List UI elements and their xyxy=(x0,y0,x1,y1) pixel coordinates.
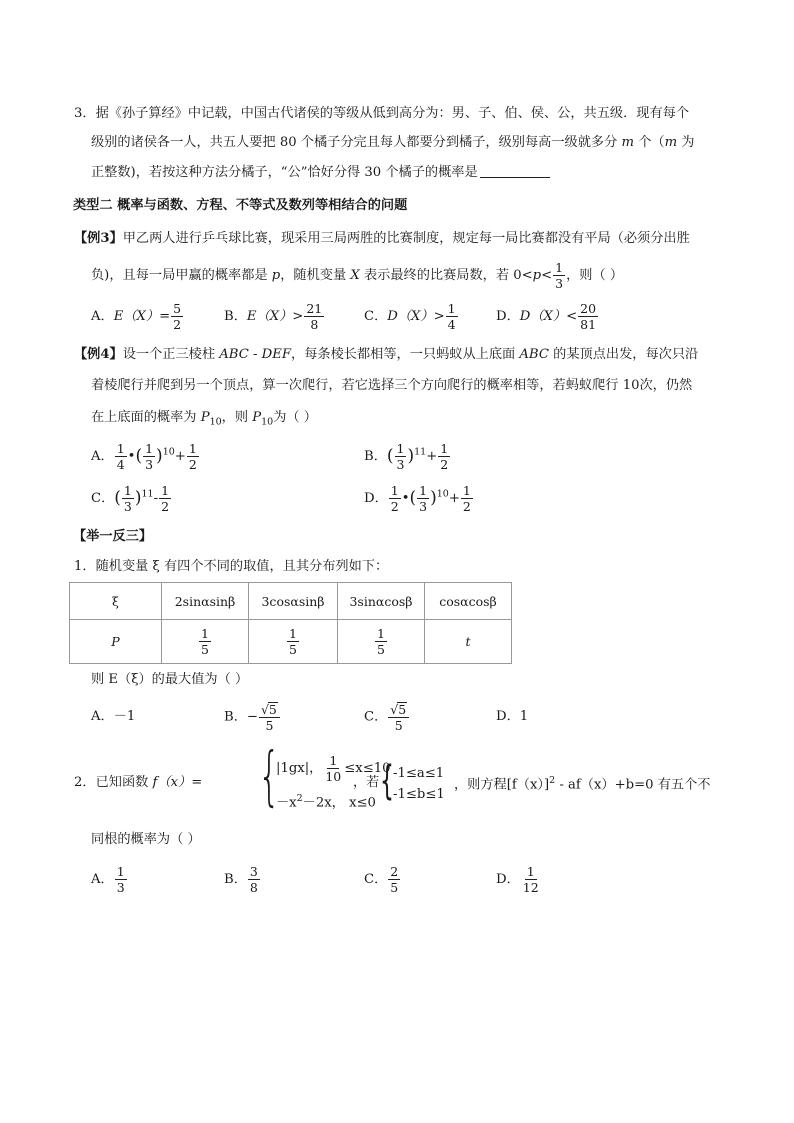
practice2-option-a: A． $\frac{1}{3}$ xyxy=(91,864,125,896)
practice2-tail: ，则方程$[f(x)]^2 - af(x)+b=0$ 有五个不 xyxy=(454,775,711,793)
example4-line1: 【例4】设一个正三棱柱 ABC - DEF，每条棱长都相等，一只蚂蚁从上底面 ABC 的某顶点出发，每次只沿 xyxy=(74,347,699,362)
example3-option-d: D．D（X）< $\frac{20}{81}$ xyxy=(496,301,597,333)
condition-brace: { xyxy=(380,758,394,804)
table-row-label: P xyxy=(70,620,162,664)
practice1-question: 则 E（ξ）的最大值为（ ） xyxy=(91,672,249,687)
piecewise-brace: { xyxy=(258,740,281,814)
practice1-option-b: B．− $\frac{√5}{5}$ xyxy=(224,702,281,732)
table-cell: $\frac{1}{5}$ xyxy=(249,620,338,664)
distribution-table xyxy=(69,582,512,664)
section-title-practice: 【举一反三】 xyxy=(73,529,153,544)
q3-line1: 3．据《孙子算经》中记载，中国古代诸侯的等级从低到高分为：男、子、伯、侯、公，共五级．现有每个 xyxy=(74,106,690,121)
table-row xyxy=(70,620,512,664)
answer-blank xyxy=(480,166,550,178)
piecewise-case1: |1gx|， $\frac{1}{10}$ ≤x≤10 xyxy=(276,753,391,785)
table-header-cell: 3sinαcosβ xyxy=(338,583,425,620)
section-title-type2: 类型二 概率与函数、方程、不等式及数列等相结合的问题 xyxy=(73,198,408,213)
practice1-option-d: D．1 xyxy=(496,709,529,724)
table-header-cell: 3cosαsinβ xyxy=(249,583,338,620)
practice2-option-d: D． $\frac{1}{12}$ xyxy=(496,864,539,896)
example4-option-a: A． $\frac{1}{4}$ •( $\frac{1}{3}$ )$^{10}$+ $\frac{1}{2}$ xyxy=(91,441,197,473)
practice1-option-a: A．－1 xyxy=(91,709,136,724)
example4-option-b: B．( $\frac{1}{3}$ )$^{11}$+ $\frac{1}{2}$ xyxy=(364,441,449,473)
example4-line2: 着棱爬行并爬到另一个顶点，算一次爬行，若它选择三个方向爬行的概率相等，若蚂蚁爬行 10次，仍然 xyxy=(91,378,693,393)
example3-line2: 负)，且每一局甲赢的概率都是 p，随机变量 X 表示最终的比赛局数，若 0<p< $\frac{1}{3}$ ，则（ ） xyxy=(91,260,624,292)
example3-line1: 【例3】甲乙两人进行乒乓球比赛，现采用三局两胜的比赛制度，规定每一局比赛都没有平局（必须分出胜 xyxy=(74,231,690,246)
practice2-option-c: C． $\frac{2}{5}$ xyxy=(364,864,399,896)
table-header-cell: ξ xyxy=(70,583,162,620)
table-header-cell: cosαcosβ xyxy=(425,583,512,620)
example4-option-c: C．( $\frac{1}{3}$ )$^{11}$- $\frac{1}{2}$ xyxy=(91,483,170,515)
example3-option-b: B．E（X）> $\frac{21}{8}$ xyxy=(224,301,323,333)
table-cell: t xyxy=(425,620,512,664)
q3-line2: 级别的诸侯各一人，共五人要把 80 个橘子分完且每人都要分到橘子，级别每高一级就多分 m 个（m 为 xyxy=(91,135,695,150)
practice2-line2: 同根的概率为（ ） xyxy=(91,832,201,847)
example4-line3: 在上底面的概率为 $P_{10}$，则 $P_{10}$为（ ） xyxy=(91,410,317,428)
practice2-option-b: B． $\frac{3}{8}$ xyxy=(224,864,258,896)
table-cell: $\frac{1}{5}$ xyxy=(162,620,249,664)
practice2-mid: ，若 xyxy=(353,775,380,790)
condition-b: -1≤b≤1 xyxy=(393,787,445,802)
practice1-option-c: C． $\frac{√5}{5}$ xyxy=(364,702,410,732)
table-row xyxy=(70,583,512,620)
example3-option-a: A．E（X）= $\frac{5}{2}$ xyxy=(91,301,182,333)
fraction: $\frac{1}{3}$ xyxy=(555,260,564,292)
table-cell: $\frac{1}{5}$ xyxy=(338,620,425,664)
q3-line3: 正整数)，若按这种方法分橘子，“公”恰好分得 30 个橘子的概率是 xyxy=(91,166,550,179)
condition-a: -1≤a≤1 xyxy=(393,766,445,781)
example3-option-c: C．D（X）> $\frac{1}{4}$ xyxy=(364,301,456,333)
example4-option-d: D． $\frac{1}{2}$ •( $\frac{1}{3}$ )$^{10}$+ $\frac{1}{2}$ xyxy=(364,483,471,515)
practice2-prefix: 2．已知函数 f（x）= xyxy=(74,775,203,790)
table-header-cell: 2sinαsinβ xyxy=(162,583,249,620)
practice1-intro: 1．随机变量 ξ 有四个不同的取值，且其分布列如下： xyxy=(74,559,389,574)
piecewise-case2: $-x^2-2x$， x≤0 xyxy=(276,793,376,811)
